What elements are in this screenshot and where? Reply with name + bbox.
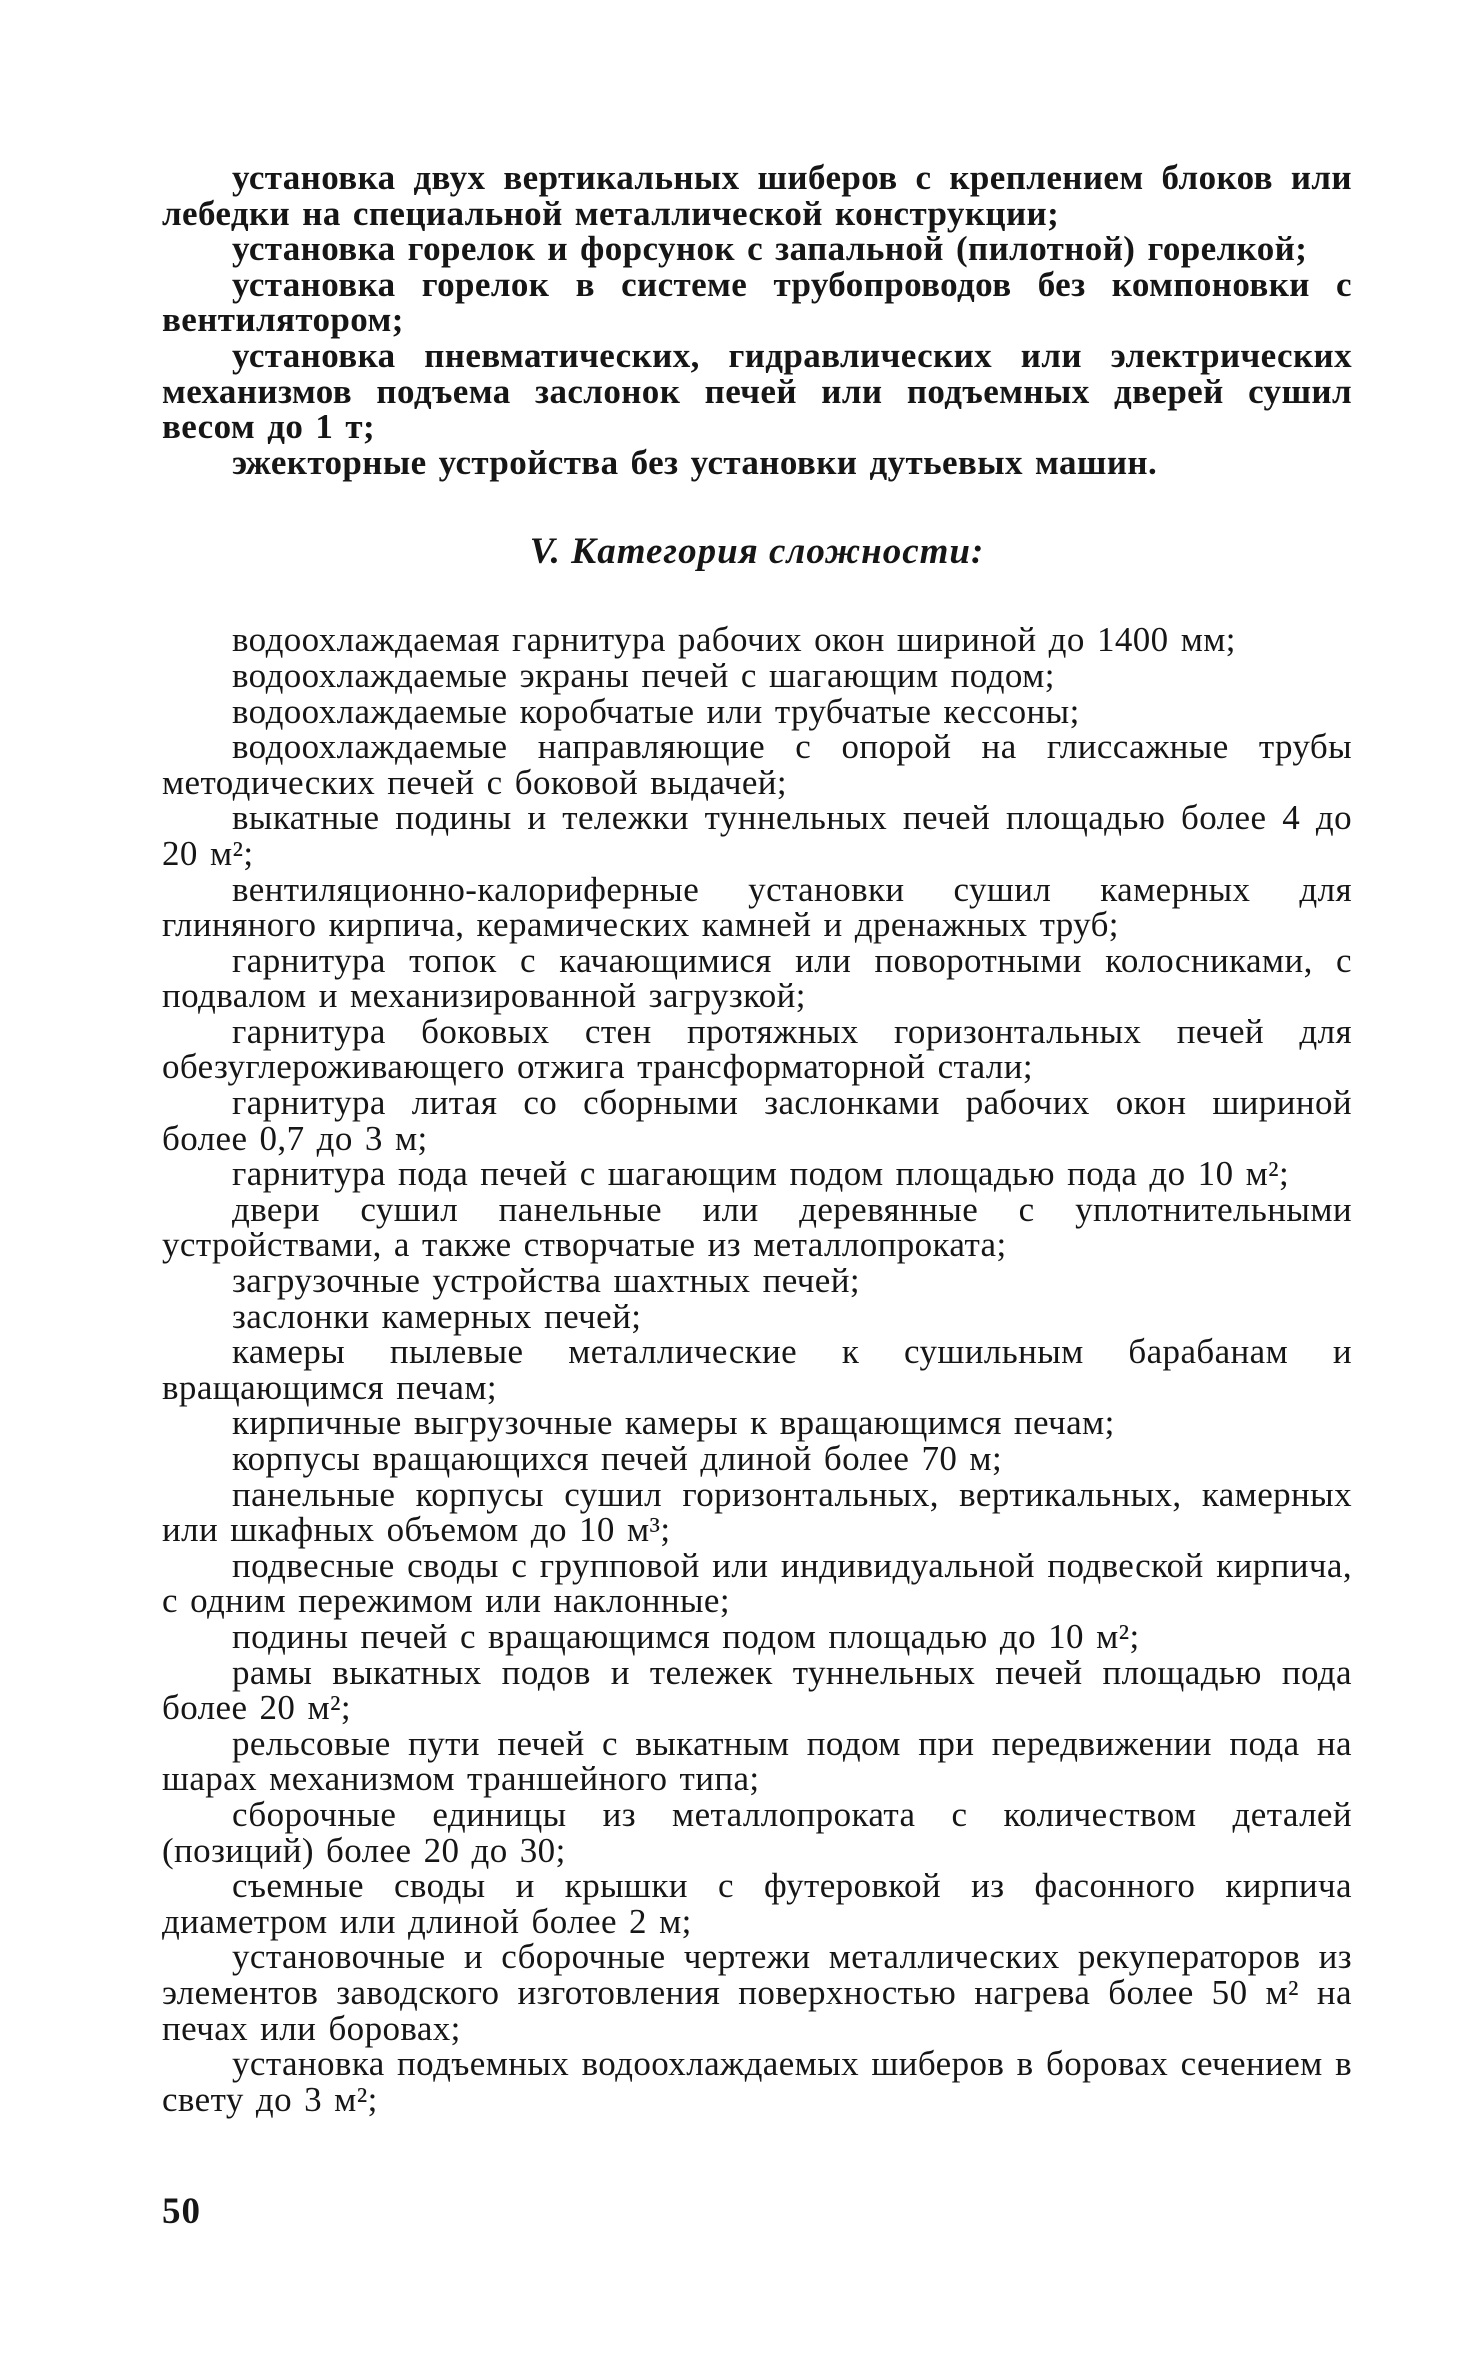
- list-item: двери сушил панельные или деревянные с уплотнительными устройствами, а также створчатые из металлопроката;: [162, 1189, 1352, 1265]
- list-item: установочные и сборочные чертежи металлических рекуператоров из элементов заводского изготовления поверхностью нагрева более 50 м² на печах или боровах;: [162, 1937, 1352, 2048]
- list-item: подвесные своды с групповой или индивидуальной подвеской кирпича, с одним пережимом или наклонные;: [162, 1545, 1352, 1621]
- list-item: эжекторные устройства без установки дутьевых машин.: [232, 442, 1158, 482]
- section-heading: V. Категория сложности:: [529, 531, 985, 573]
- list-item: гарнитура литая со сборными заслонками рабочих окон шириной более 0,7 до 3 м;: [162, 1083, 1352, 1158]
- list-item: рельсовые пути печей с выкатным подом при передвижении пода на шарах механизмом траншейного типа;: [162, 1723, 1352, 1799]
- list-item: выкатные подины и тележки туннельных печей площадью более 4 до 20 м²;: [162, 798, 1352, 873]
- category-list: [162, 622, 1352, 2117]
- list-item: установка горелок в системе трубопроводов без компоновки с вентилятором;: [162, 264, 1352, 340]
- page-number: 50: [162, 2191, 201, 2232]
- list-item: загрузочные устройства шахтных печей;: [232, 1261, 860, 1301]
- list-item: кирпичные выгрузочные камеры к вращающимся печам;: [232, 1403, 1115, 1443]
- list-item: установка двух вертикальных шиберов с креплением блоков или лебедки на специальной металлической конструкции;: [162, 158, 1352, 233]
- list-item: корпусы вращающихся печей длиной более 70 м;: [232, 1439, 1003, 1478]
- list-item: водоохлаждаемые экраны печей с шагающим подом;: [232, 655, 1055, 695]
- list-item: гарнитура боковых стен протяжных горизонтальных печей для обезуглероживающего отжига трансформаторной стали;: [162, 1011, 1352, 1087]
- list-item: водоохлаждаемые направляющие с опорой на глиссажные трубы методических печей с боковой выдачей;: [162, 727, 1352, 802]
- list-item: съемные своды и крышки с футеровкой из фасонного кирпича диаметром или длиной более 2 м;: [162, 1866, 1352, 1941]
- list-item: заслонки камерных печей;: [232, 1296, 642, 1336]
- list-item: камеры пылевые металлические к сушильным барабанам и вращающимся печам;: [162, 1332, 1352, 1407]
- list-item: подины печей с вращающимся подом площадью до 10 м²;: [232, 1616, 1140, 1656]
- list-item: панельные корпусы сушил горизонтальных, вертикальных, камерных или шкафных объемом до 10 м³;: [162, 1474, 1352, 1550]
- list-item: вентиляционно-калориферные установки сушил камерных для глиняного кирпича, керамических камней и дренажных труб;: [162, 869, 1352, 945]
- list-item: гарнитура пода печей с шагающим подом площадью пода до 10 м²;: [232, 1154, 1290, 1194]
- list-item: гарнитура топок с качающимися или поворотными колосниками, с подвалом и механизированной загрузкой;: [162, 940, 1352, 1016]
- list-item: установка горелок и форсунок с запальной (пилотной) горелкой;: [232, 229, 1308, 269]
- list-item: установка пневматических, гидравлических или электрических механизмов подъема заслонок печей или подъемных дверей сушил весом до 1 т;: [162, 335, 1352, 447]
- list-item: рамы выкатных подов и тележек туннельных печей площадью пода более 20 м²;: [162, 1652, 1352, 1728]
- continuation-list: [162, 160, 1352, 480]
- list-item: водоохлаждаемые коробчатые или трубчатые кессоны;: [232, 691, 1080, 731]
- list-item: сборочные единицы из металлопроката с количеством деталей (позиций) более 20 до 30;: [162, 1794, 1352, 1870]
- list-item: установка подъемных водоохлаждаемых шиберов в боровах сечением в свету до 3 м²;: [162, 2044, 1352, 2119]
- list-item: водоохлаждаемая гарнитура рабочих окон шириной до 1400 мм;: [232, 620, 1236, 660]
- document-page: [162, 160, 1352, 2117]
